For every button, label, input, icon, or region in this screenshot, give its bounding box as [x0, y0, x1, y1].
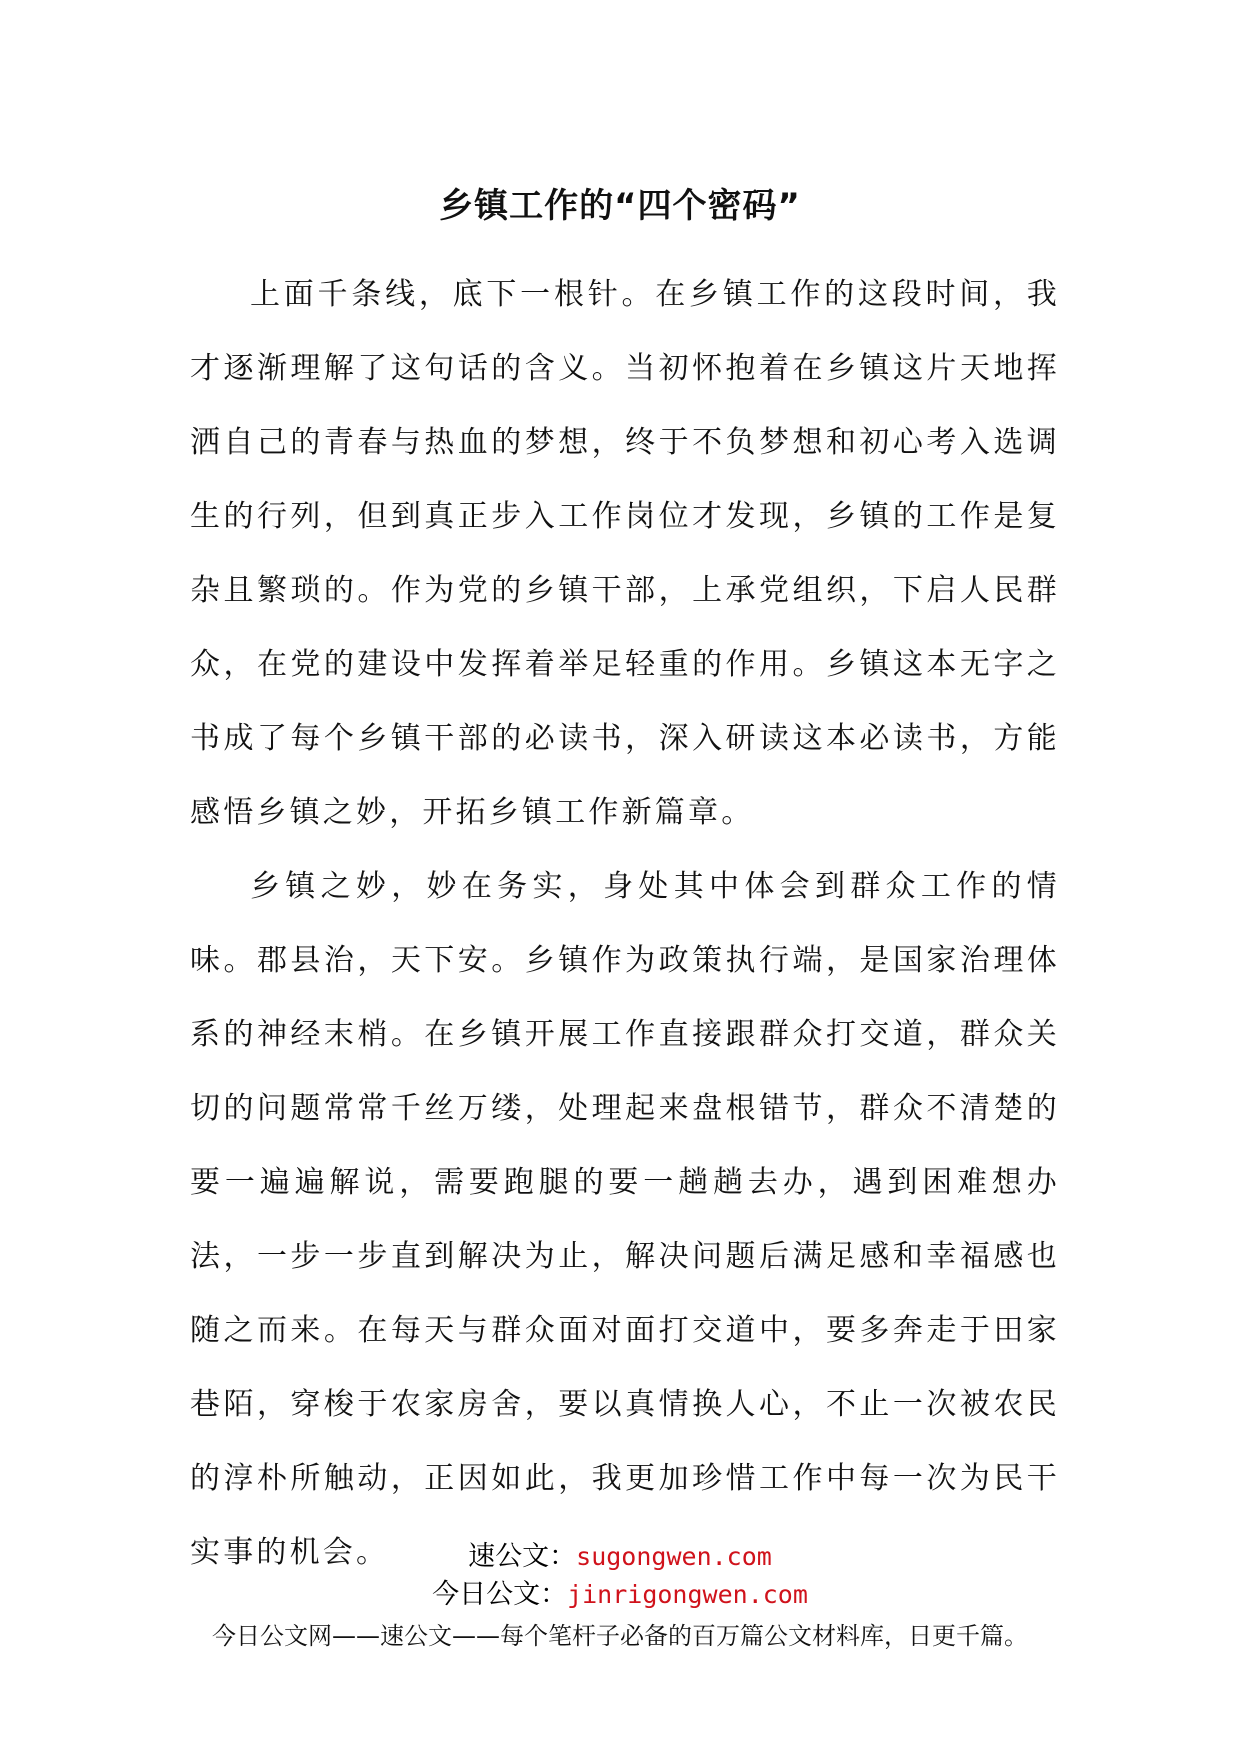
document-title: 乡镇工作的“四个密码”	[439, 186, 801, 226]
sugongwen-link[interactable]: sugongwen.com	[576, 1542, 772, 1571]
footer-slogan: 今日公文网——速公文——每个笔杆子必备的百万篇公文材料库，日更千篇。	[212, 1622, 1028, 1650]
footer-line-sugongwen	[0, 1538, 1240, 1576]
paragraph-2: 乡镇之妙，妙在务实，身处其中体会到群众工作的情味。郡县治，天下安。乡镇作为政策执行端，是国家治理体系的神经末梢。在乡镇开展工作直接跟群众打交道，群众关切的问题常常千丝万缕，处理起来盘根错节，群众不清楚的要一遍遍解说，需要跑腿的要一趟趟去办，遇到困难想办法，一步一步直到解决为止，解决问题后满足感和幸福感也随之而来。在每天与群众面对面打交道中，要多奔走于田家巷陌，穿梭于农家房舍，要以真情换人心，不止一次被农民的淳朴所触动，正因如此，我更加珍惜工作中每一次为民干实事的机会。	[190, 869, 1060, 1570]
footer-line-jinrigongwen	[0, 1576, 1240, 1614]
footer-label-jinrigongwen: 今日公文：	[432, 1579, 568, 1610]
document-body	[190, 258, 1060, 1590]
paragraph-1: 上面千条线，底下一根针。在乡镇工作的这段时间，我才逐渐理解了这句话的含义。当初怀抱着在乡镇这片天地挥洒自己的青春与热血的梦想，终于不负梦想和初心考入选调生的行列，但到真正步入工作岗位才发现，乡镇的工作是复杂且繁琐的。作为党的乡镇干部，上承党组织，下启人民群众，在党的建设中发挥着举足轻重的作用。乡镇这本无字之书成了每个乡镇干部的必读书，深入研读这本必读书，方能感悟乡镇之妙，开拓乡镇工作新篇章。	[190, 277, 1060, 830]
footer-label-sugongwen: 速公文：	[468, 1541, 577, 1572]
footer	[0, 1538, 1240, 1656]
jinrigongwen-link[interactable]: jinrigongwen.com	[567, 1580, 808, 1609]
